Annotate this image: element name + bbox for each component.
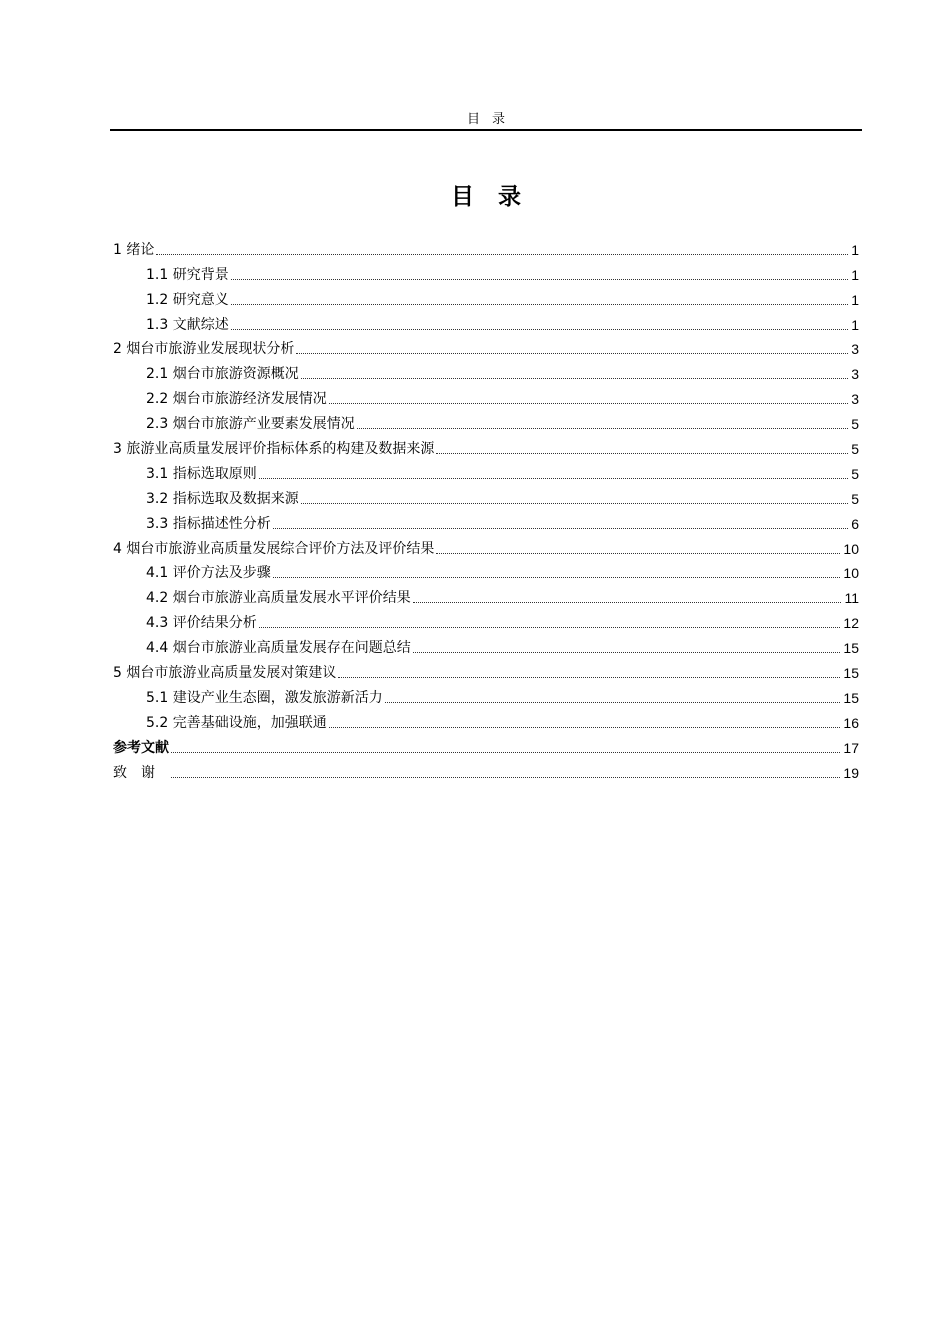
- dot-leader: [273, 576, 841, 578]
- toc-page-number: 10: [843, 540, 859, 557]
- toc-page-number: 5: [851, 441, 859, 458]
- toc-entry-3-2[interactable]: [113, 483, 859, 508]
- toc-page-number: 17: [843, 739, 859, 756]
- dot-leader: [231, 328, 848, 330]
- toc-title: 目录: [451, 184, 545, 210]
- toc-entry-1[interactable]: [113, 234, 859, 259]
- toc-page-number: 15: [843, 689, 859, 706]
- toc-entry-1-2[interactable]: [113, 284, 859, 309]
- dot-leader: [329, 726, 841, 728]
- toc-entry-text: 4.3 评价结果分析: [146, 615, 257, 632]
- toc-entry-2-3[interactable]: [113, 408, 859, 433]
- dot-leader: [413, 601, 842, 603]
- dot-leader: [357, 427, 848, 429]
- toc-page-number: 3: [851, 366, 859, 383]
- toc-entry-2-2[interactable]: [113, 383, 859, 408]
- toc-entry-text: 5 烟台市旅游业高质量发展对策建议: [113, 665, 337, 682]
- toc-entry-1-1[interactable]: [113, 259, 859, 284]
- dot-leader: [259, 477, 848, 479]
- toc-entry-2-1[interactable]: [113, 358, 859, 383]
- toc-entry-text: 3.2 指标选取及数据来源: [146, 490, 299, 507]
- toc-entry-5-1[interactable]: [113, 682, 859, 707]
- toc-page-number: 11: [844, 590, 859, 607]
- toc-page-number: 1: [851, 291, 859, 308]
- dot-leader: [385, 701, 841, 703]
- dot-leader: [436, 552, 840, 554]
- toc-entry-5-2[interactable]: [113, 707, 859, 732]
- toc-page-number: 3: [851, 391, 859, 408]
- toc-entry-3-3[interactable]: [113, 508, 859, 533]
- running-header-title: 目录: [466, 112, 517, 127]
- toc-page-number: 5: [851, 490, 859, 507]
- toc-page-number: 16: [843, 714, 859, 731]
- dot-leader: [301, 377, 848, 379]
- dot-leader: [301, 502, 848, 504]
- toc-entry-references[interactable]: [113, 732, 859, 757]
- toc-page-number: 15: [843, 665, 859, 682]
- toc-entry-text: 4 烟台市旅游业高质量发展综合评价方法及评价结果: [113, 540, 435, 557]
- toc-entry-text: 4.2 烟台市旅游业高质量发展水平评价结果: [146, 590, 411, 607]
- toc-page-number: 1: [851, 241, 859, 258]
- dot-leader: [231, 278, 848, 280]
- toc-entry-3-1[interactable]: [113, 458, 859, 483]
- toc-entry-text: 1.2 研究意义: [146, 291, 229, 308]
- toc-entry-1-3[interactable]: [113, 309, 859, 334]
- toc-entry-text: 1.3 文献综述: [146, 316, 229, 333]
- dot-leader: [171, 776, 840, 778]
- toc-page-number: 1: [851, 266, 859, 283]
- toc-page-number: 15: [843, 640, 859, 657]
- toc-entry-4-3[interactable]: [113, 607, 859, 632]
- dot-leader: [171, 751, 840, 753]
- toc-page-number: 19: [843, 764, 859, 781]
- table-of-contents: [113, 234, 859, 782]
- toc-entry-text: 3.1 指标选取原则: [146, 465, 257, 482]
- toc-entry-text: 4.4 烟台市旅游业高质量发展存在问题总结: [146, 640, 411, 657]
- toc-page-number: 10: [843, 565, 859, 582]
- toc-entry-text: 1 绪论: [113, 241, 155, 258]
- toc-entry-acknowledgements[interactable]: [113, 757, 859, 782]
- toc-entry-text: 5.2 完善基础设施，加强联通: [146, 714, 327, 731]
- dot-leader: [338, 676, 840, 678]
- toc-entry-text: 5.1 建设产业生态圈，激发旅游新活力: [146, 689, 383, 706]
- toc-entry-text: 1.1 研究背景: [146, 266, 229, 283]
- dot-leader: [231, 303, 848, 305]
- dot-leader: [329, 402, 848, 404]
- toc-entry-4-4[interactable]: [113, 632, 859, 657]
- toc-entry-text: 2.2 烟台市旅游经济发展情况: [146, 391, 327, 408]
- dot-leader: [156, 253, 848, 255]
- toc-entry-4[interactable]: [113, 533, 859, 558]
- toc-entry-text: 4.1 评价方法及步骤: [146, 565, 271, 582]
- toc-entry-text: 3 旅游业高质量发展评价指标体系的构建及数据来源: [113, 441, 435, 458]
- dot-leader: [436, 452, 848, 454]
- toc-entry-4-2[interactable]: [113, 582, 859, 607]
- toc-entry-4-1[interactable]: [113, 558, 859, 583]
- toc-entry-text: 2 烟台市旅游业发展现状分析: [113, 341, 295, 358]
- toc-page-number: 1: [851, 316, 859, 333]
- toc-page-number: 3: [851, 341, 859, 358]
- toc-entry-text: 2.1 烟台市旅游资源概况: [146, 366, 299, 383]
- toc-entry-text: 2.3 烟台市旅游产业要素发展情况: [146, 416, 355, 433]
- toc-entry-3[interactable]: [113, 433, 859, 458]
- toc-page-number: 5: [851, 416, 859, 433]
- dot-leader: [273, 527, 848, 529]
- toc-entry-text: 致谢: [113, 764, 169, 781]
- toc-page-number: 12: [843, 615, 859, 632]
- dot-leader: [259, 626, 841, 628]
- toc-entry-text: 3.3 指标描述性分析: [146, 515, 271, 532]
- toc-entry-text: 参考文献: [113, 739, 169, 756]
- toc-page-number: 6: [851, 515, 859, 532]
- dot-leader: [296, 352, 848, 354]
- page-header: [110, 104, 862, 131]
- toc-page-number: 5: [851, 465, 859, 482]
- toc-entry-5[interactable]: [113, 657, 859, 682]
- dot-leader: [413, 651, 841, 653]
- toc-entry-2[interactable]: [113, 334, 859, 359]
